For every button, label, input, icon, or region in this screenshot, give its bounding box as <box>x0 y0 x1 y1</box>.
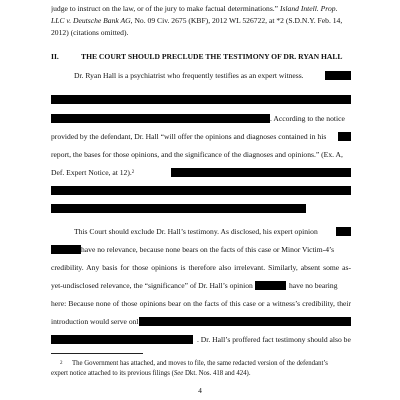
para2-line4b <box>289 281 351 291</box>
text: introduction would serve onl <box>51 317 139 326</box>
para2-line3 <box>51 263 351 273</box>
para1-line3 <box>270 114 351 124</box>
text: 2012) (citations omitted). <box>51 28 129 37</box>
redaction-block <box>51 95 351 104</box>
text-line-3 <box>51 28 351 38</box>
text: Def. Expert Notice, at 12). <box>51 168 132 177</box>
para2-line6 <box>51 317 141 327</box>
footnote-number: 2 <box>60 361 63 366</box>
para1-line5 <box>51 150 351 160</box>
text: . According to the notice <box>270 114 345 123</box>
heading-text: THE COURT SHOULD PRECLUDE THE TESTIMONY OF DR. RYAN HALL <box>81 52 343 61</box>
para2-line1 <box>74 227 336 237</box>
text: judge to instruct on the law, or of the jury to make factual determinations.” <box>51 4 279 13</box>
redaction-block <box>51 245 81 254</box>
text: Dr. Ryan Hall is a psychiatrist who frequently testifies as an expert witness. <box>74 71 304 80</box>
text-line-2 <box>51 16 351 26</box>
text: yet-undisclosed relevance, the “significance” of Dr. Hall’s opinion <box>51 281 253 290</box>
heading-number: II. <box>51 52 59 61</box>
para2-line7 <box>197 335 351 345</box>
redaction-block <box>51 204 306 213</box>
text: . Dr. Hall’s proffered fact testimony should also be <box>197 335 351 344</box>
signal-word: See <box>173 370 184 377</box>
redaction-block <box>51 186 351 195</box>
text: here: Because none of those opinions bear on the facts of this case or a witness’s credibility, their <box>51 299 351 308</box>
text: credibility. Any basis for those opinions is therefore also irrelevant. Similarly, absent some as- <box>51 263 351 272</box>
text: This Court should exclude Dr. Hall’s testimony. As disclosed, his expert opinion <box>74 227 318 236</box>
text: The Government has attached, and moves to file, the same redacted version of the defendant’s <box>72 360 328 367</box>
text: Dkt. Nos. 418 and 424). <box>183 370 251 377</box>
footnote-line2 <box>51 369 351 378</box>
case-name: Island Intell. Prop. <box>279 4 338 13</box>
page-number: 4 <box>198 386 202 395</box>
para2-line4a <box>51 281 255 291</box>
text: have no relevance, because none bears on the facts of this case or Minor Victim-4’s <box>81 245 335 254</box>
text: expert notice attached to its previous filings ( <box>51 370 174 377</box>
text: provided by the defendant, Dr. Hall “will offer the opinions and diagnoses contained in his <box>51 132 327 141</box>
footnote-line1 <box>60 359 351 368</box>
para1-line6 <box>51 168 171 178</box>
section-heading <box>51 52 351 62</box>
para2-line5 <box>51 299 351 309</box>
text: have no bearing <box>289 281 338 290</box>
redaction-block <box>336 227 351 236</box>
redaction-block <box>255 281 286 290</box>
case-name: LLC v. Deutsche Bank AG <box>51 16 131 25</box>
footnote-ref: 2 <box>131 170 135 175</box>
para1-line1 <box>74 71 329 81</box>
redaction-block <box>51 114 270 123</box>
text-line-1 <box>51 4 351 14</box>
citation: , No. 09 Civ. 2675 (KBF), 2012 WL 526722, at *2 (S.D.N.Y. Feb. 14, <box>130 16 343 25</box>
text: report, the bases for those opinions, and the significance of the diagnoses and opinions.” (Ex. A, <box>51 150 343 159</box>
redaction-block <box>51 335 193 344</box>
redaction-block <box>171 168 351 177</box>
para1-line4 <box>51 132 338 142</box>
footnote-separator <box>51 353 143 354</box>
redaction-block <box>139 317 351 326</box>
para2-line2 <box>81 245 351 255</box>
redaction-block <box>325 71 351 80</box>
redaction-block <box>338 132 351 141</box>
